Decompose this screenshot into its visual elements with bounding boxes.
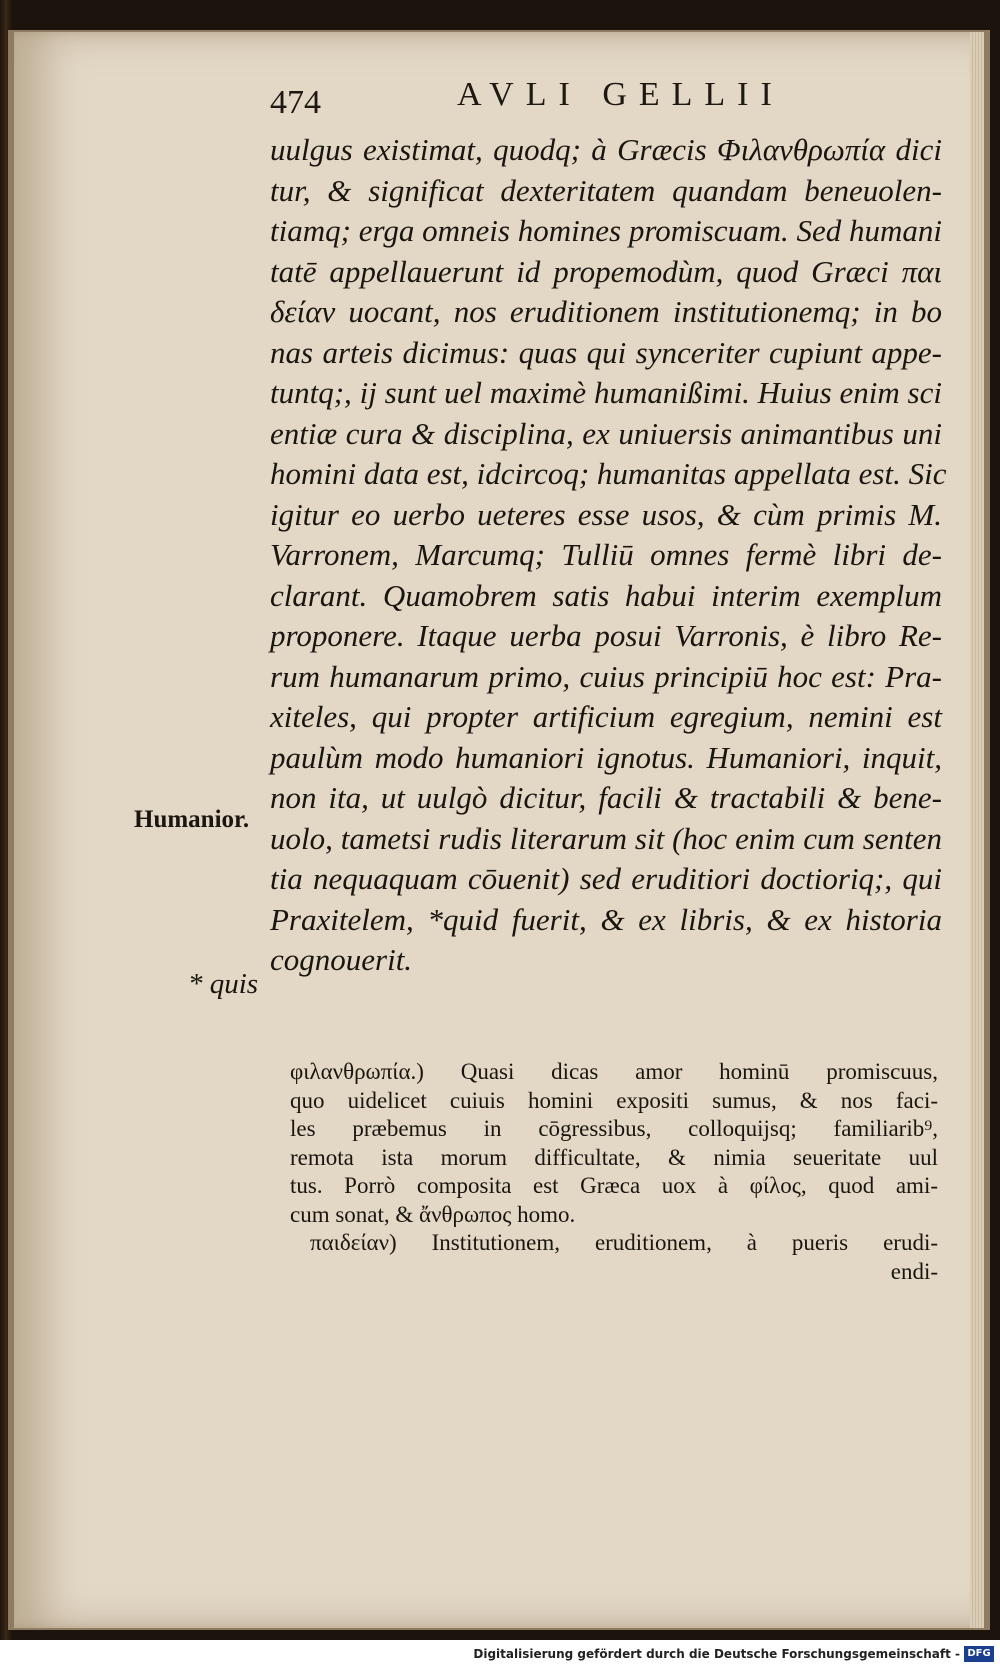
- note-line: παιδείαν) Institutionem, eruditionem, à pueris erudi-: [310, 1230, 938, 1255]
- note-line: les præbemus in cōgressibus, colloquijsq; familiarib⁹,: [290, 1116, 938, 1141]
- text-line: tur, & significat dexteritatem quandam beneuolen-: [270, 172, 942, 208]
- dfg-logo-icon: DFG: [964, 1646, 994, 1662]
- text-line: xiteles, qui propter artificium egregium, nemini est: [270, 699, 942, 734]
- note-line: quo uidelicet cuiuis homini expositi sumus, & nos faci-: [290, 1087, 938, 1113]
- text-line: uulgus existimat, quodq; à Græcis Φιλανθρωπία dici: [270, 132, 942, 167]
- text-line: igitur eo uerbo ueteres esse usos, & cùm primis M.: [270, 496, 942, 532]
- page-number: 474: [270, 84, 321, 121]
- text-line: tuntq;, ij sunt uel maximè humanißimi. Huius enim sci: [270, 375, 942, 410]
- text-line: tatē appellauerunt id propemodùm, quod Græci παι: [270, 253, 942, 289]
- text-line: non ita, ut uulgò dicitur, facili & tractabili & bene-: [270, 780, 942, 815]
- note-line: remota ista morum difficultate, & nimia seueritate uul: [290, 1144, 938, 1170]
- footer-bar: [0, 1640, 1000, 1669]
- text-line: proponere. Itaque uerba posui Varronis, è libro Re-: [270, 618, 942, 653]
- text-line: δείαν uocant, nos eruditionem institutionemq; in bo: [270, 294, 942, 329]
- text-line: uolo, tametsi rudis literarum sit (hoc enim cum senten: [270, 820, 942, 856]
- note-line: cum sonat, & ἄνθρωπος homo.: [290, 1201, 576, 1227]
- text-line: paulùm modo humaniori ignotus. Humaniori, inquit,: [270, 739, 942, 775]
- text-line: tiamq; erga omneis homines promiscuam. Sed humani: [270, 213, 942, 248]
- text-line: tia nequaquam cōuenit) sed eruditiori doctioriq;, qui: [270, 861, 942, 896]
- funding-credit: Digitalisierung gefördert durch die Deutsche Forschungsgemeinschaft -: [473, 1647, 960, 1661]
- text-line: cognouerit.: [270, 942, 413, 977]
- text-line: clarant. Quamobrem satis habui interim exemplum: [270, 577, 942, 613]
- commentary-notes: [290, 1058, 938, 1286]
- text-line: nas arteis dicimus: quas qui synceriter cupiunt appe-: [270, 334, 942, 370]
- running-title: AVLI GELLII: [457, 76, 784, 113]
- catchword: endi-: [890, 1258, 938, 1284]
- margin-note-humanior: Humanior.: [134, 806, 250, 833]
- page-edge: [970, 32, 984, 1628]
- text-line: homini data est, idcircoq; humanitas appellata est. Sic: [270, 456, 947, 491]
- text-line: rum humanarum primo, cuius principiū hoc est: Pra-: [270, 658, 942, 694]
- text-line: entiæ cura & disciplina, ex uniuersis animantibus uni: [270, 415, 942, 451]
- running-head: [0, 76, 970, 126]
- note-line: φιλανθρωπία.) Quasi dicas amor hominū promiscuus,: [290, 1059, 938, 1084]
- text-line: Varronem, Marcumq; Tulliū omnes fermè libri de-: [270, 537, 942, 572]
- note-line: tus. Porrò composita est Græca uox à φίλος, quod ami-: [290, 1173, 938, 1198]
- main-text: [270, 130, 947, 981]
- margin-note-quis: * quis: [188, 968, 259, 1000]
- text-line: Praxitelem, *quid fuerit, & ex libris, & ex historia: [270, 901, 942, 937]
